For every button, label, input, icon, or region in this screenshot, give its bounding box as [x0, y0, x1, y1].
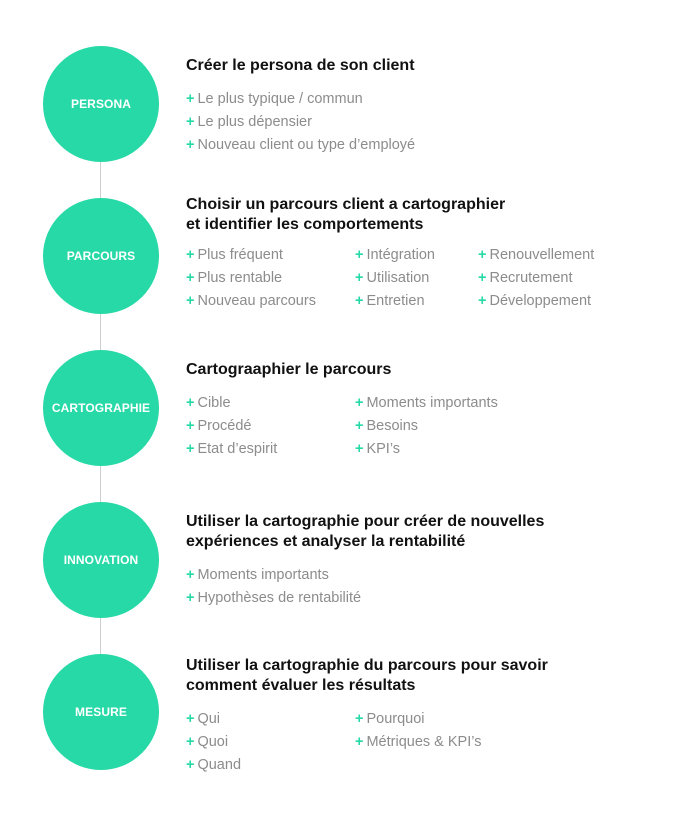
plus-icon: +: [186, 395, 195, 411]
bullet-text: Quoi: [197, 734, 229, 750]
bullet-item: [478, 267, 638, 290]
bullet-item: [186, 392, 355, 415]
step-title: Créer le persona de son client: [186, 57, 415, 74]
bullet-item: [355, 708, 478, 731]
bullet-item: [355, 731, 482, 754]
plus-icon: +: [478, 293, 487, 309]
plus-icon: +: [355, 441, 364, 457]
plus-icon: +: [186, 734, 195, 750]
bullet-text: Recrutement: [489, 270, 573, 286]
bullet-column: [355, 392, 498, 461]
bullet-item: [355, 290, 478, 313]
bullet-text: Pourquoi: [366, 711, 425, 727]
plus-icon: +: [186, 711, 195, 727]
plus-icon: +: [186, 270, 195, 286]
plus-icon: +: [186, 590, 195, 606]
plus-icon: +: [186, 114, 195, 130]
plus-icon: +: [355, 247, 364, 263]
bullet-item: [186, 267, 355, 290]
plus-icon: +: [186, 91, 195, 107]
plus-icon: +: [186, 567, 195, 583]
plus-icon: +: [186, 757, 195, 773]
bullet-text: Moments importants: [197, 567, 329, 583]
step-bullet-columns: [186, 708, 686, 777]
bullet-item: [186, 708, 355, 731]
bullet-item: [355, 415, 478, 438]
bullet-item: [186, 111, 355, 134]
plus-icon: +: [186, 441, 195, 457]
bullet-text: Renouvellement: [489, 247, 595, 263]
bullet-text: Qui: [197, 711, 221, 727]
bullet-text: Cible: [197, 395, 231, 411]
step-content: [186, 56, 686, 157]
plus-icon: +: [186, 418, 195, 434]
bullet-column: [355, 244, 478, 313]
step-bullet-columns: [186, 392, 686, 461]
bullet-text: KPI’s: [366, 441, 401, 457]
step-circle-label: PARCOURS: [66, 249, 136, 263]
step-circle-label: PERSONA: [70, 97, 132, 111]
bullet-item: [186, 587, 362, 610]
bullet-text: Moments importants: [366, 395, 498, 411]
bullet-text: Plus rentable: [197, 270, 283, 286]
bullet-text: Métriques & KPI’s: [366, 734, 482, 750]
plus-icon: +: [355, 418, 364, 434]
bullet-text: Nouveau parcours: [197, 293, 316, 309]
bullet-text: Entretien: [366, 293, 425, 309]
step-bullet-columns: [186, 244, 686, 313]
bullet-text: Développement: [489, 293, 592, 309]
bullet-text: Hypothèses de rentabilité: [197, 590, 362, 606]
step-bullet-columns: [186, 88, 686, 157]
bullet-item: [186, 415, 355, 438]
bullet-text: Intégration: [366, 247, 435, 263]
step-content: [186, 512, 686, 610]
plus-icon: +: [186, 293, 195, 309]
bullet-item: [355, 267, 478, 290]
bullet-text: Quand: [197, 757, 242, 773]
step-circle-label: INNOVATION: [63, 553, 139, 567]
bullet-text: Procédé: [197, 418, 252, 434]
bullet-item: [186, 244, 355, 267]
plus-icon: +: [186, 247, 195, 263]
bullet-text: Le plus dépensier: [197, 114, 312, 130]
bullet-column: [355, 708, 482, 777]
plus-icon: +: [186, 137, 195, 153]
bullet-column: [186, 564, 362, 610]
bullet-item: [186, 88, 363, 111]
plus-icon: +: [355, 734, 364, 750]
bullet-column: [186, 244, 355, 313]
bullet-item: [355, 392, 498, 415]
bullet-item: [478, 290, 638, 313]
bullet-item: [186, 290, 355, 313]
step-content: [186, 656, 686, 777]
step-circle: [43, 46, 159, 162]
bullet-item: [186, 564, 355, 587]
step-circle: [43, 198, 159, 314]
bullet-item: [186, 754, 355, 777]
step-content: [186, 360, 686, 461]
step-title: Cartograaphier le parcours: [186, 361, 392, 378]
bullet-item: [186, 134, 416, 157]
bullet-text: Nouveau client ou type d’employé: [197, 137, 416, 153]
bullet-text: Le plus typique / commun: [197, 91, 363, 107]
plus-icon: +: [355, 395, 364, 411]
step-bullet-columns: [186, 564, 686, 610]
step-circle: [43, 502, 159, 618]
plus-icon: +: [355, 270, 364, 286]
step-title: Choisir un parcours client a cartographier et identifier les comportements: [186, 196, 506, 233]
step-title: Utiliser la cartographie pour créer de nouvelles expériences et analyser la rentabilité: [186, 513, 545, 550]
step-content: [186, 195, 686, 313]
plus-icon: +: [478, 247, 487, 263]
step-circle-label: CARTOGRAPHIE: [51, 401, 151, 415]
plus-icon: +: [355, 293, 364, 309]
bullet-column: [186, 708, 355, 777]
bullet-column: [186, 392, 355, 461]
bullet-text: Utilisation: [366, 270, 430, 286]
bullet-item: [186, 438, 355, 461]
bullet-item: [478, 244, 638, 267]
step-title: Utiliser la cartographie du parcours pour savoir comment évaluer les résultats: [186, 657, 548, 694]
bullet-item: [355, 438, 478, 461]
plus-icon: +: [355, 711, 364, 727]
bullet-item: [355, 244, 478, 267]
bullet-column: [186, 88, 416, 157]
step-circle-label: MESURE: [75, 705, 127, 719]
step-circle: [43, 350, 159, 466]
bullet-text: Etat d’espirit: [197, 441, 278, 457]
bullet-item: [186, 731, 355, 754]
step-circle: [43, 654, 159, 770]
bullet-text: Plus fréquent: [197, 247, 283, 263]
bullet-text: Besoins: [366, 418, 419, 434]
bullet-column: [478, 244, 638, 313]
plus-icon: +: [478, 270, 487, 286]
